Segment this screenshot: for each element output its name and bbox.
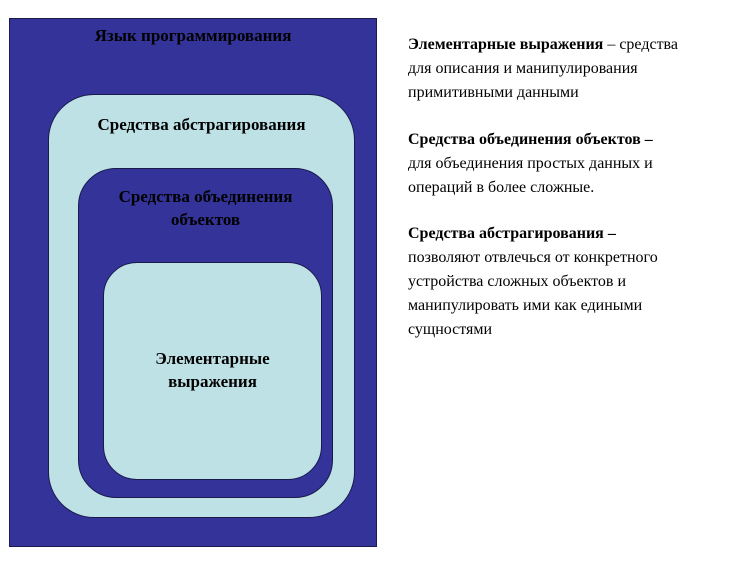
programming-language-label: Язык программирования — [94, 26, 292, 45]
description-line: для объединения простых данных и — [408, 155, 653, 172]
description-line: позволяют отвлечься от конкретного — [408, 249, 658, 266]
elementary-expressions-label — [104, 347, 321, 393]
description-line — [408, 222, 748, 246]
elementary-expressions-description — [408, 33, 748, 105]
description-line: сущностями — [408, 321, 493, 338]
description-line — [408, 33, 748, 57]
abstraction-means-label: Средства абстрагирования — [97, 115, 306, 134]
description-line: устройства сложных объектов и — [408, 273, 627, 290]
description-text: – средства — [603, 36, 678, 53]
description-text: – — [640, 131, 653, 148]
description-term: Элементарные выражения — [408, 36, 604, 53]
elementary-expressions-label-line2: выражения — [168, 372, 257, 391]
description-text: – — [603, 225, 616, 242]
combination-means-label-line1: Средства объединения — [118, 187, 293, 206]
combination-means-label — [79, 185, 332, 231]
description-line: операций в более сложные. — [408, 179, 595, 196]
description-term: Средства абстрагирования — [408, 225, 604, 242]
description-line: для описания и манипулирования — [408, 60, 638, 77]
description-line: манипулировать ими как едиными — [408, 297, 643, 314]
description-term: Средства объединения объектов — [408, 131, 641, 148]
description-line — [408, 128, 748, 152]
combination-means-description — [408, 128, 748, 200]
description-line: примитивными данными — [408, 84, 579, 101]
combination-means-label-line2: объектов — [170, 210, 241, 229]
elementary-expressions-box — [103, 262, 322, 480]
abstraction-means-description — [408, 222, 748, 342]
elementary-expressions-label-line1: Элементарные — [155, 349, 270, 368]
